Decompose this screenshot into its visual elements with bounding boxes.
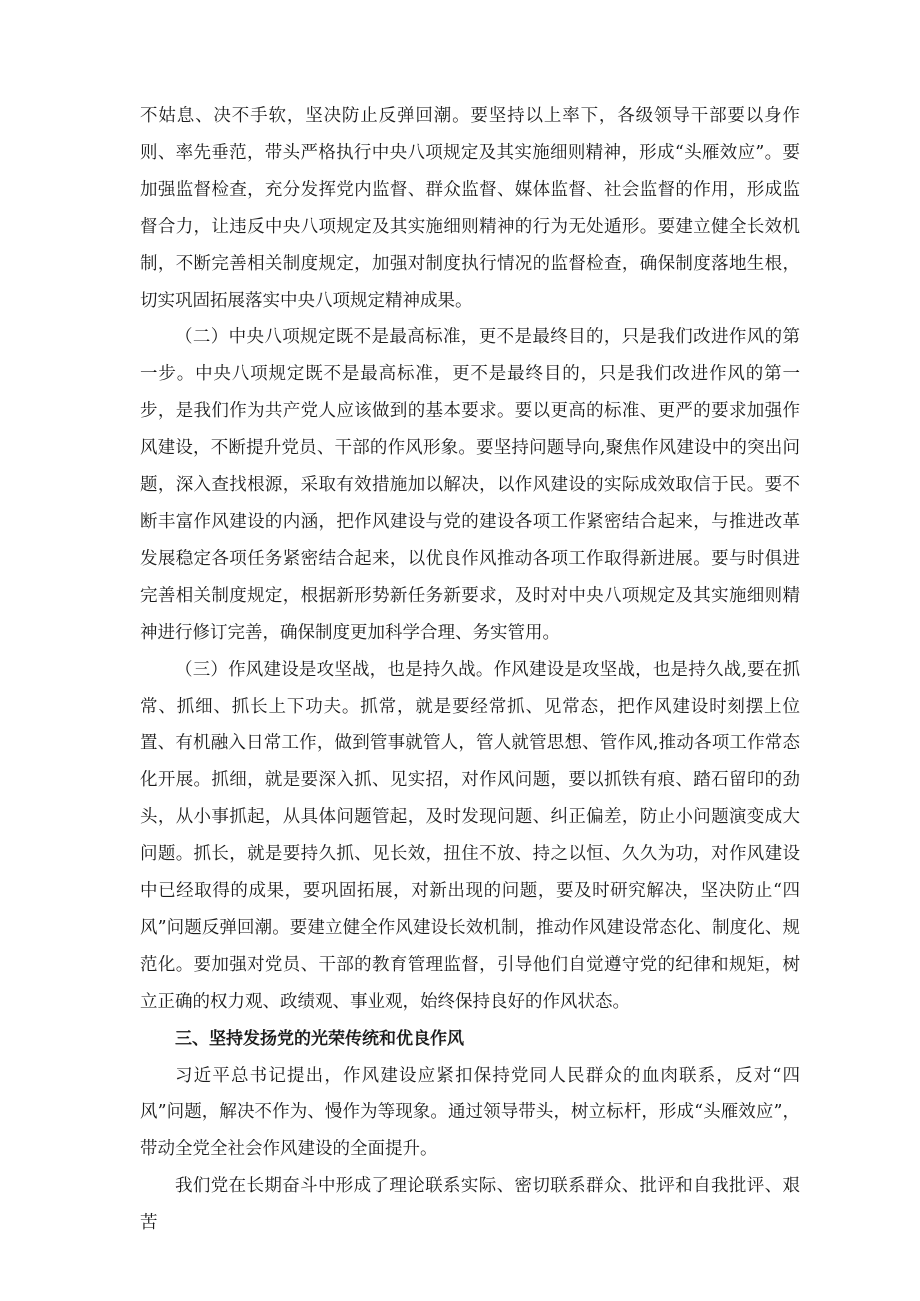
section-heading: 三、坚持发扬党的光荣传统和优良作风 [175,1028,464,1049]
paragraph-section-two: （二）中央八项规定既不是最高标准，更不是最终目的，只是我们改进作风的第一步。中央八项规定既不是最高标准，更不是最终目的，只是我们改进作风的第一步，是我们作为共产党人应该做到的基本要求。要以更高的标准、更严的要求加强作风建设，不断提升党员、干部的作风形象。要坚持问题导向,聚焦作风建设中的突出问题，深入查找根源，采取有效措施加以解决，以作风建设的实际成效取信于民。要不断丰富作风建设的内涵，把作风建设与党的建设各项工作紧密结合起来，与推进改革发展稳定各项任务紧密结合起来，以优良作风推动各项工作取得新进展。要与时俱进完善相关制度规定，根据新形势新任务新要求，及时对中央八项规定及其实施细则精神进行修订完善，确保制度更加科学合理、务实管用。 [140,327,800,643]
paragraph-section-three: （三）作风建设是攻坚战，也是持久战。作风建设是攻坚战，也是持久战,要在抓常、抓细、抓长上下功夫。抓常，就是要经常抓、见常态，把作风建设时刻摆上位置、有机融入日常工作，做到管事就管人，管人就管思想、管作风,推动各项工作常态化开展。抓细，就是要深入抓、见实招，对作风问题，要以抓铁有痕、踏石留印的劲头，从小事抓起，从具体问题管起，及时发现问题、纠正偏差，防止小问题演变成大问题。抓长，就是要持久抓、见长效，扭住不放、持之以恒、久久为功，对作风建设中已经取得的成果，要巩固拓展，对新出现的问题，要及时研究解决，坚决防止“四风”问题反弹回潮。要建立健全作风建设长效机制，推动作风建设常态化、制度化、规范化。要加强对党员、干部的教育管理监督，引导他们自觉遵守党的纪律和规矩，树立正确的权力观、政绩观、事业观，始终保持良好的作风状态。 [140,659,800,1012]
document-body [140,98,800,1242]
paragraph-xi-remarks: 习近平总书记提出，作风建设应紧扣保持党同人民群众的血肉联系，反对“四风”问题，解决不作为、慢作为等现象。通过领导带头，树立标杆，形成“头雁效应”，带动全党全社会作风建设的全面提升。 [140,1065,800,1160]
paragraph-party-tradition: 我们党在长期奋斗中形成了理论联系实际、密切联系群众、批评和自我批评、艰苦 [140,1176,800,1234]
paragraph-continuation: 不姑息、决不手软，坚决防止反弹回潮。要坚持以上率下，各级领导干部要以身作则、率先垂范，带头严格执行中央八项规定及其实施细则精神，形成“头雁效应”。要加强监督检查，充分发挥党内监督、群众监督、媒体监督、社会监督的作用，形成监督合力，让违反中央八项规定及其实施细则精神的行为无处遁形。要建立健全长效机制，不断完善相关制度规定，加强对制度执行情况的监督检查，确保制度落地生根，切实巩固拓展落实中央八项规定精神成果。 [140,106,800,311]
